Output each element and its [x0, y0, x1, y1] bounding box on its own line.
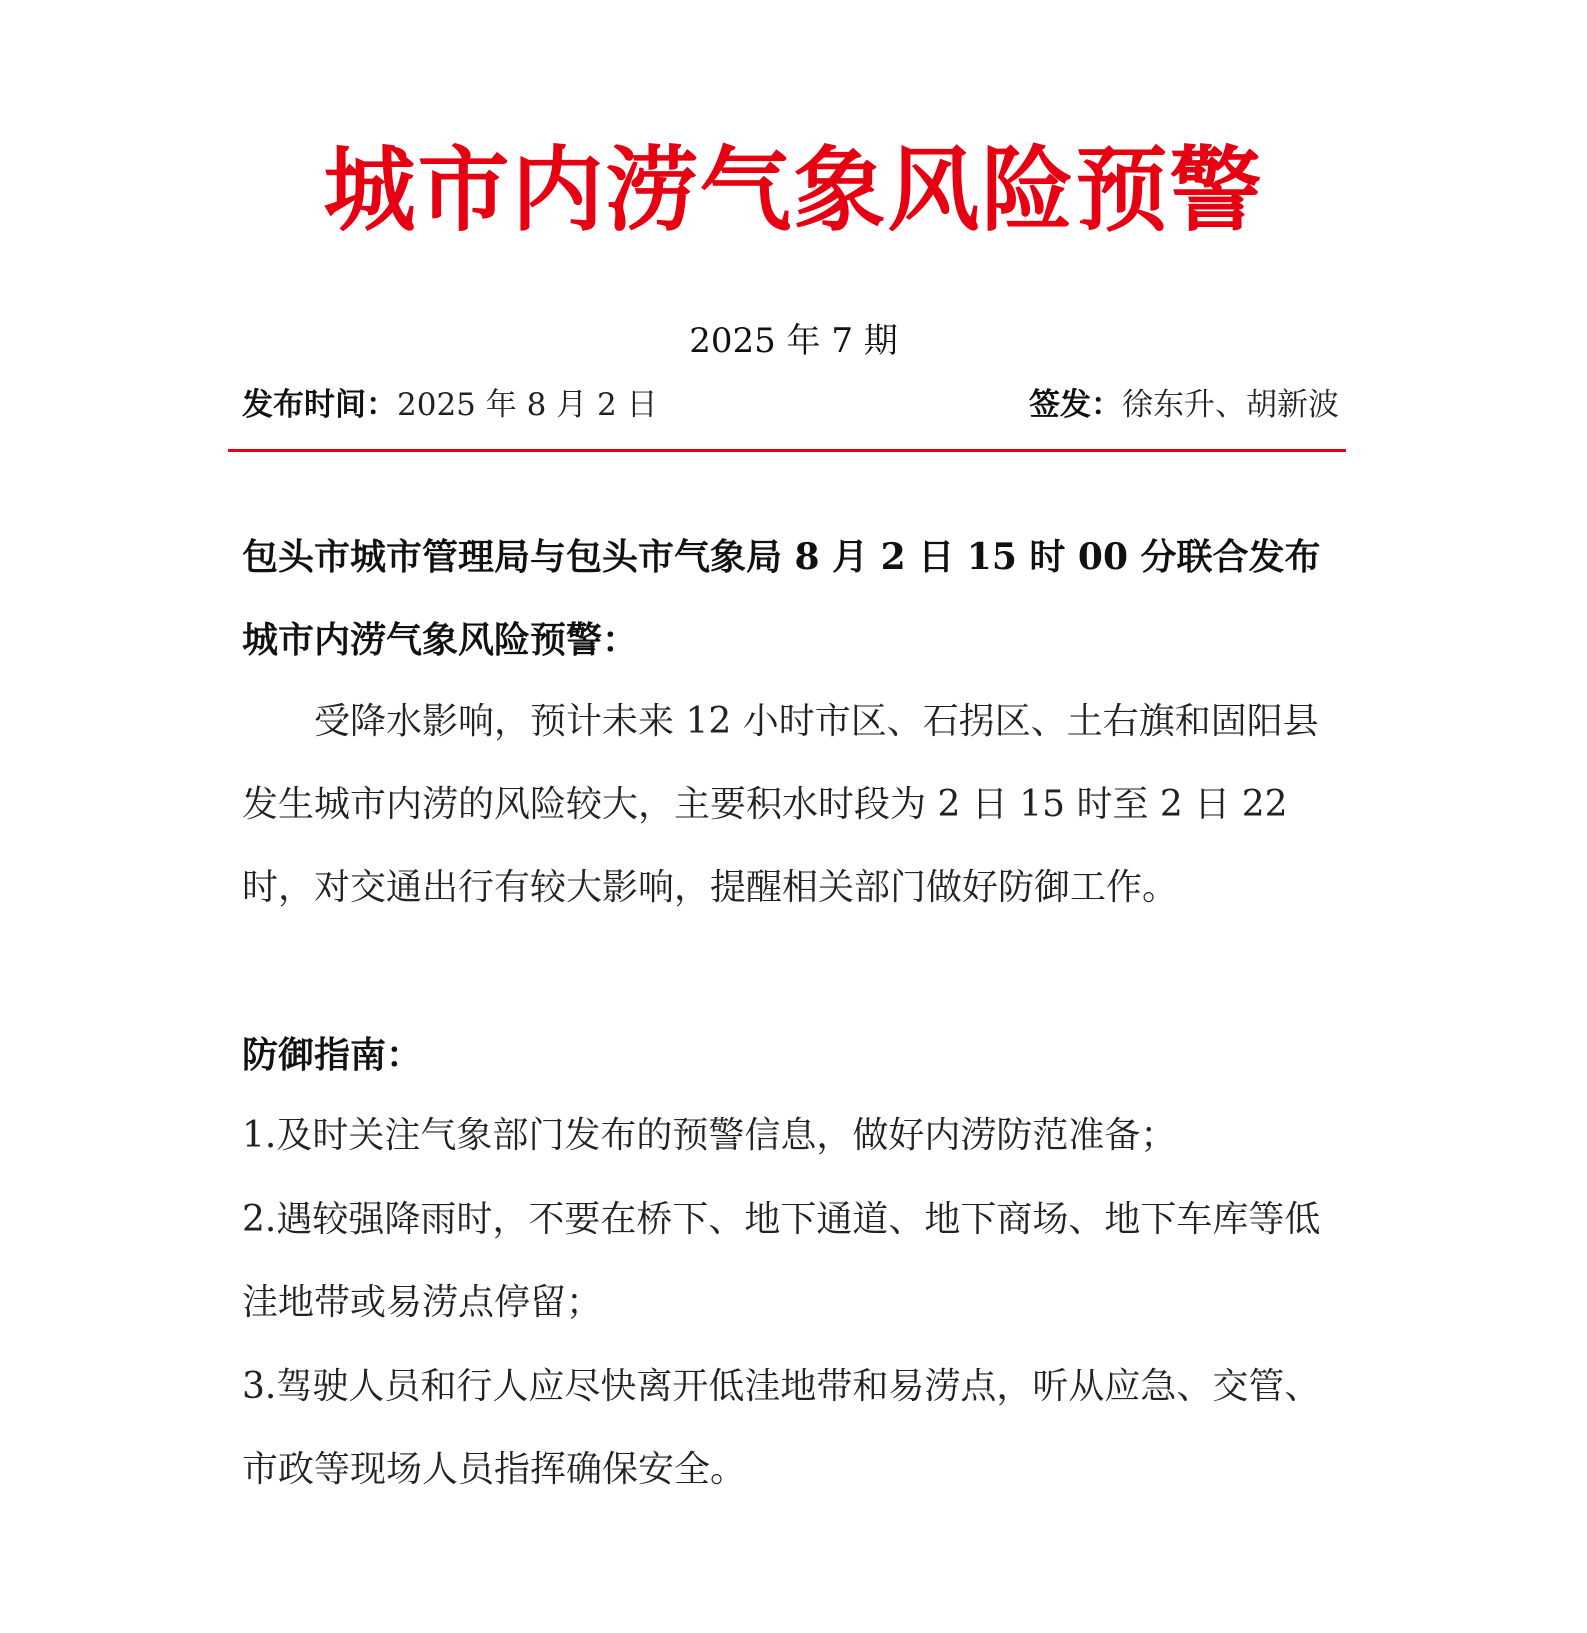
signer-info [1029, 384, 1339, 426]
issue-number: 2025 年 7 期 [689, 321, 898, 361]
lead-paragraph: 包头市城市管理局与包头市气象局 8 月 2 日 15 时 00 分联合发布城市内涝气象风险预警： [242, 536, 1321, 661]
publish-date: 2025 年 8 月 2 日 [397, 387, 658, 423]
signer-names: 徐东升、胡新波 [1122, 387, 1339, 423]
publish-label: 发布时间： [242, 387, 397, 423]
warning-body: 受降水影响，预计未来 12 小时市区、石拐区、土右旗和固阳县发生城市内涝的风险较大，主要积水时段为 2 日 15 时至 2 日 22 时，对交通出行有较大影响，提醒相关部门做好防御工作。 [242, 701, 1319, 908]
guide-item: 2.遇较强降雨时，不要在桥下、地下通道、地下商场、地下车库等低洼地带或易涝点停留； [242, 1199, 1321, 1323]
publish-info [242, 384, 658, 426]
guide-item: 3.驾驶人员和行人应尽快离开低洼地带和易涝点，听从应急、交管、市政等现场人员指挥确保安全。 [242, 1366, 1321, 1490]
masthead-title: 城市内涝气象风险预警 [323, 136, 1264, 244]
header-divider [228, 449, 1346, 452]
guide-heading: 防御指南： [242, 1034, 423, 1076]
guide-item: 1.及时关注气象部门发布的预警信息，做好内涝防范准备； [242, 1115, 1177, 1156]
signer-label: 签发： [1029, 387, 1122, 423]
